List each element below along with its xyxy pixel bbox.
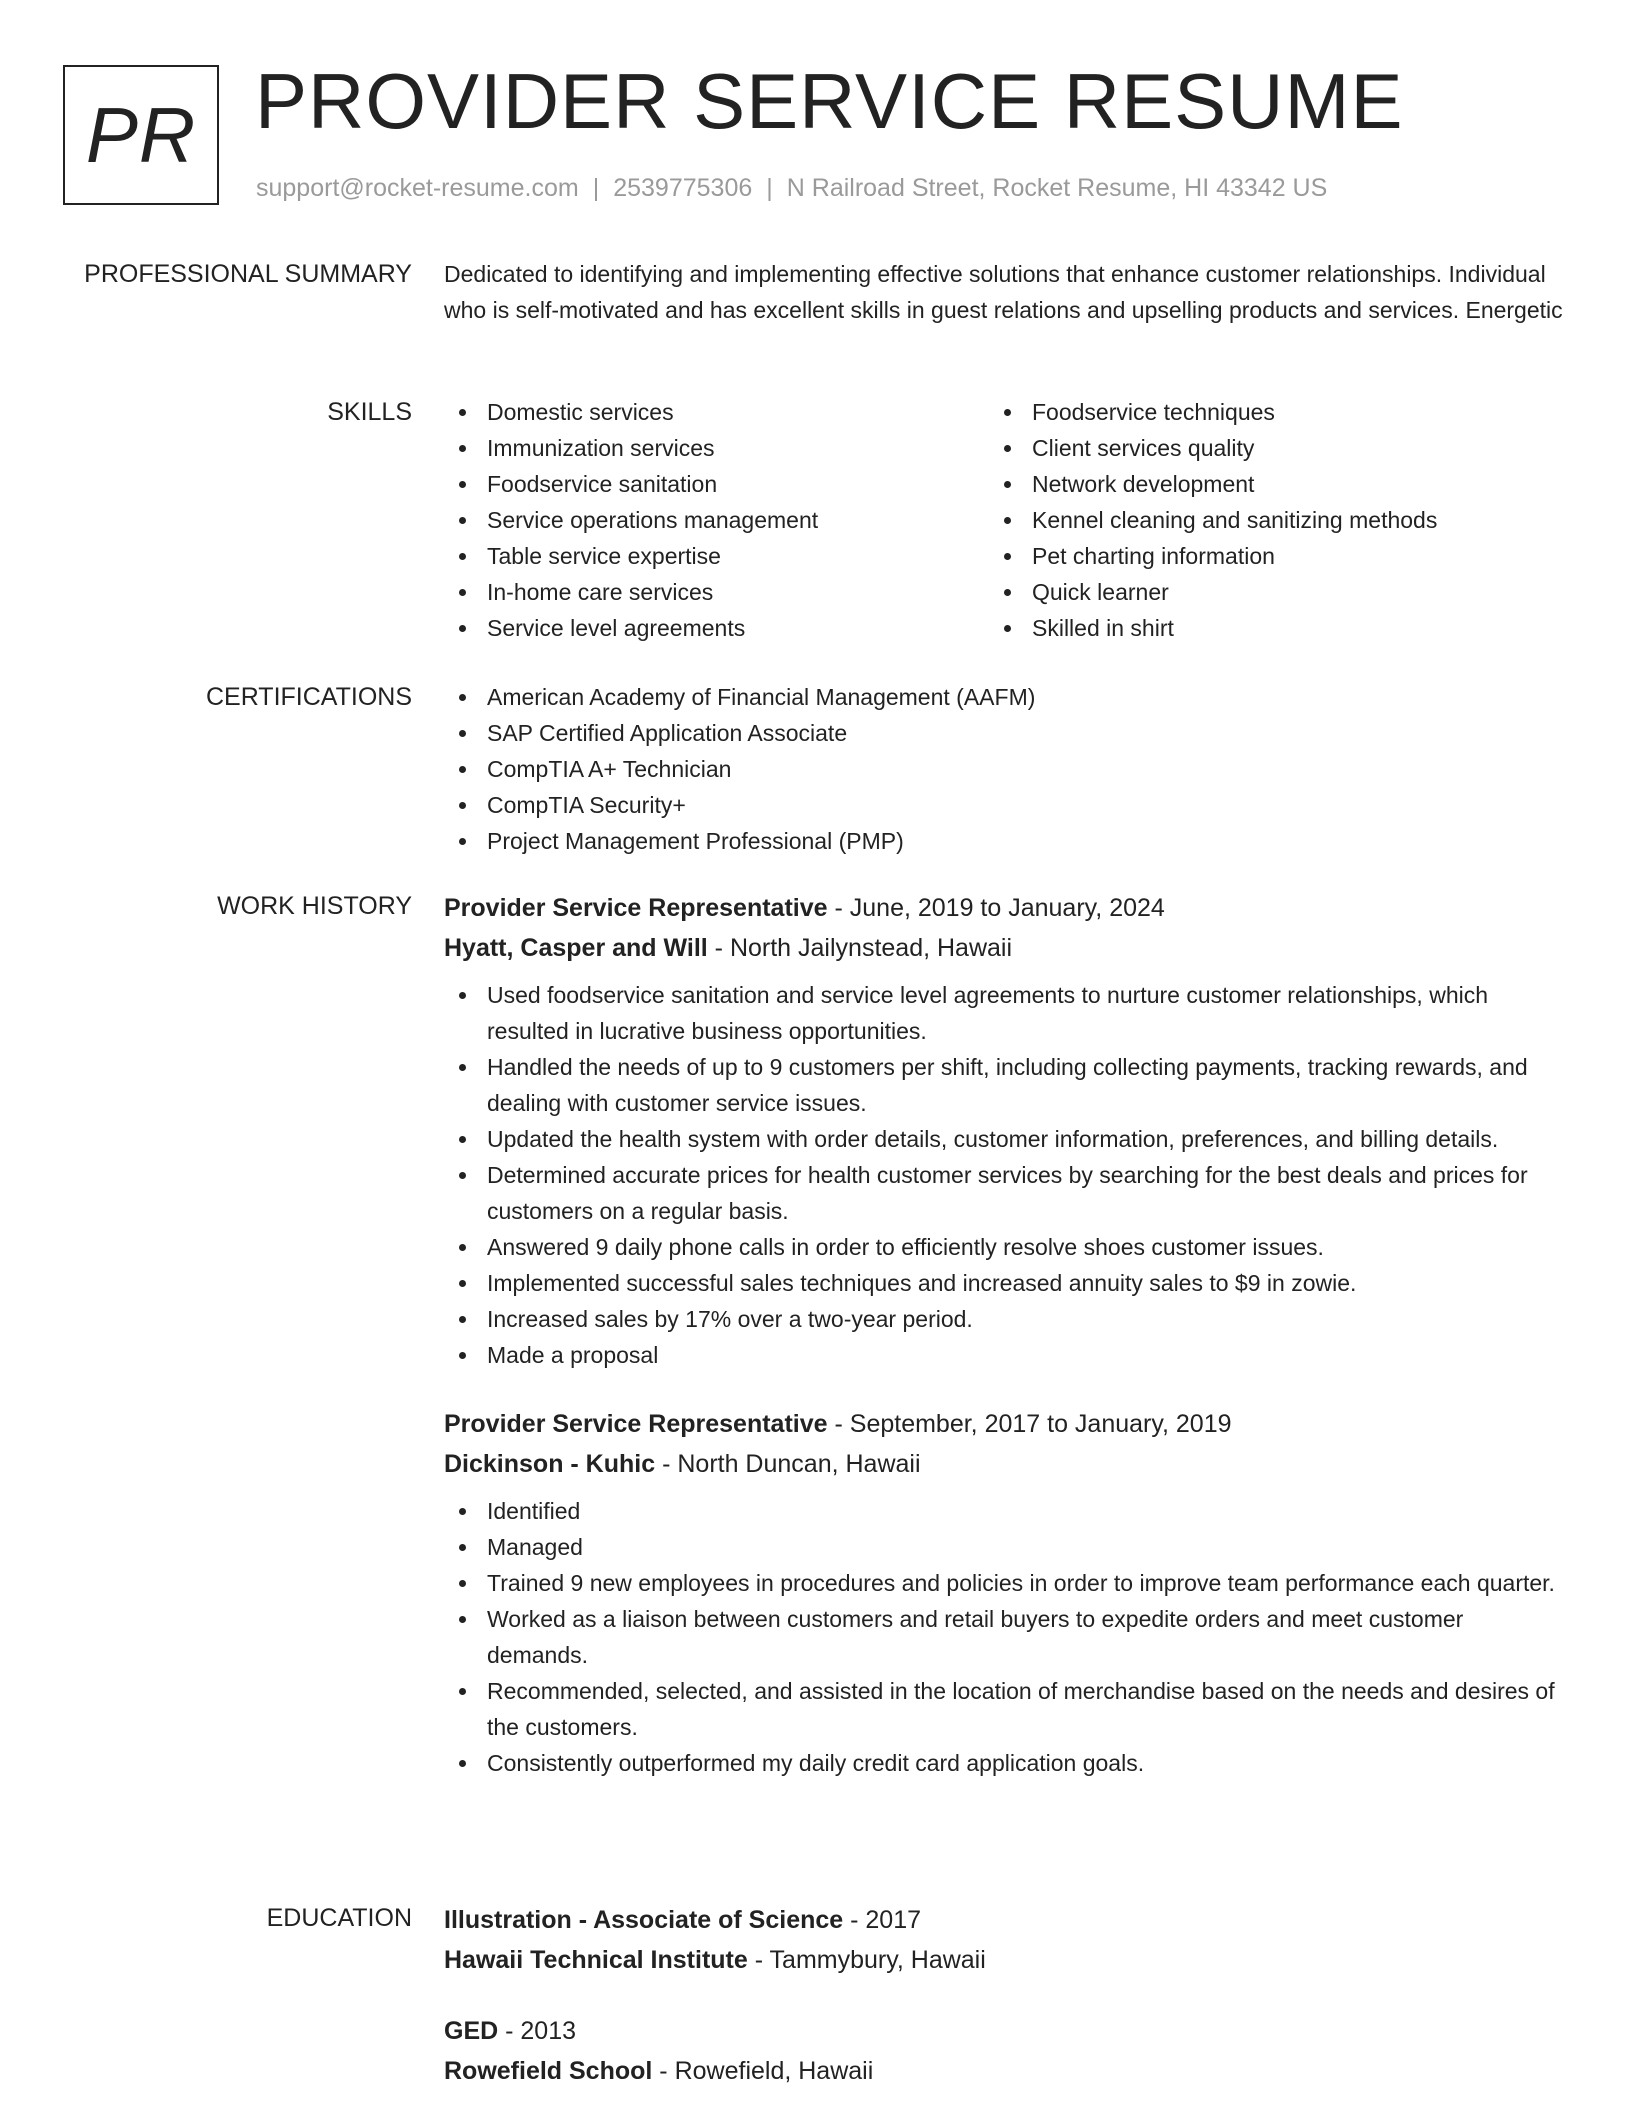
- job-duty: Identified: [444, 1493, 1569, 1529]
- job-duties-list: [444, 977, 1569, 1373]
- job-entry: [444, 1404, 1569, 1781]
- education-degree-line: [444, 2011, 1569, 2051]
- certification-item: CompTIA A+ Technician: [444, 751, 1569, 787]
- job-duty: Recommended, selected, and assisted in the location of merchandise based on the needs and desires of the customers.: [444, 1673, 1569, 1745]
- skill-item: Immunization services: [444, 430, 989, 466]
- section-label: CERTIFICATIONS: [205, 683, 412, 711]
- job-duty: Answered 9 daily phone calls in order to efficiently resolve shoes customer issues.: [444, 1229, 1569, 1265]
- job-dates: - June, 2019 to January, 2024: [827, 894, 1165, 922]
- contact-separator: |: [766, 174, 773, 202]
- job-duty: Made a proposal: [444, 1337, 1569, 1373]
- job-location: - North Jailynstead, Hawaii: [707, 934, 1013, 962]
- skill-item: Table service expertise: [444, 538, 989, 574]
- skill-item: Foodservice techniques: [989, 394, 1534, 430]
- certifications-list: [444, 679, 1569, 859]
- skill-item: Service level agreements: [444, 610, 989, 646]
- job-duty: Updated the health system with order details, customer information, preferences, and billing details.: [444, 1121, 1569, 1157]
- section-content: [444, 256, 1569, 328]
- job-duty: Increased sales by 17% over a two-year period.: [444, 1301, 1569, 1337]
- job-duty: Implemented successful sales techniques and increased annuity sales to $9 in zowie.: [444, 1265, 1569, 1301]
- education-location: - Tammybury, Hawaii: [747, 1946, 986, 1974]
- skills-column-left: [444, 394, 989, 646]
- monogram-badge: PR: [63, 65, 219, 205]
- contact-separator: |: [592, 174, 600, 202]
- resume-title: PROVIDER SERVICE RESUME: [255, 57, 1404, 145]
- education-school-line: [444, 1940, 1569, 1980]
- skill-item: Kennel cleaning and sanitizing methods: [989, 502, 1534, 538]
- job-duty: Determined accurate prices for health customer services by searching for the best deals and prices for customers on a regular basis.: [444, 1157, 1569, 1229]
- education-entry: [444, 2011, 1569, 2091]
- job-company: Dickinson - Kuhic: [444, 1450, 656, 1478]
- section-label: EDUCATION: [266, 1904, 412, 1932]
- education-school: Hawaii Technical Institute: [444, 1946, 748, 1974]
- job-title: Provider Service Representative: [444, 894, 828, 922]
- skills-column-right: [989, 394, 1534, 646]
- job-company: Hyatt, Casper and Will: [444, 934, 708, 962]
- education-degree: GED: [444, 2017, 499, 2045]
- education-school-line: [444, 2051, 1569, 2091]
- job-title-line: [444, 1404, 1569, 1444]
- section-label: WORK HISTORY: [217, 892, 412, 920]
- contact-email[interactable]: support@rocket-resume.com: [256, 174, 579, 202]
- section-content: [444, 679, 1569, 859]
- job-duty: Used foodservice sanitation and service level agreements to nurture customer relationships, which resulted in lucrative business opportunities.: [444, 977, 1569, 1049]
- skill-item: Client services quality: [989, 430, 1534, 466]
- education-year: - 2017: [843, 1906, 922, 1934]
- job-duty: Worked as a liaison between customers and retail buyers to expedite orders and meet customer demands.: [444, 1601, 1569, 1673]
- skill-item: Quick learner: [989, 574, 1534, 610]
- section-content: [444, 1900, 1569, 2091]
- job-dates: - September, 2017 to January, 2019: [827, 1410, 1232, 1438]
- certification-item: CompTIA Security+: [444, 787, 1569, 823]
- contact-line: [256, 174, 1327, 203]
- education-school: Rowefield School: [444, 2057, 653, 2085]
- job-title: Provider Service Representative: [444, 1410, 828, 1438]
- skill-item: Network development: [989, 466, 1534, 502]
- job-title-line: [444, 888, 1569, 928]
- skill-item: Service operations management: [444, 502, 989, 538]
- contact-phone[interactable]: 2539775306: [613, 174, 753, 202]
- job-duty: Trained 9 new employees in procedures and policies in order to improve team performance each quarter.: [444, 1565, 1569, 1601]
- summary-text: Dedicated to identifying and implementing effective solutions that enhance customer relationships. Individual who is self-motivated and has excellent skills in guest relations and upselling products and services. Energetic: [444, 261, 1563, 323]
- skill-item: Foodservice sanitation: [444, 466, 989, 502]
- education-degree: Illustration - Associate of Science: [444, 1906, 844, 1934]
- section-content: [444, 888, 1569, 1781]
- section-label: SKILLS: [327, 398, 412, 426]
- skill-item: Pet charting information: [989, 538, 1534, 574]
- education-entry: [444, 1900, 1569, 1980]
- certification-item: Project Management Professional (PMP): [444, 823, 1569, 859]
- education-year: - 2013: [498, 2017, 577, 2045]
- certification-item: American Academy of Financial Management (AAFM): [444, 679, 1569, 715]
- job-entry: [444, 888, 1569, 1373]
- certification-item: SAP Certified Application Associate: [444, 715, 1569, 751]
- job-company-line: [444, 1444, 1569, 1484]
- skill-item: Domestic services: [444, 394, 989, 430]
- section-label: PROFESSIONAL SUMMARY: [84, 260, 412, 288]
- job-duty: Consistently outperformed my daily credit card application goals.: [444, 1745, 1569, 1781]
- job-duty: Managed: [444, 1529, 1569, 1565]
- job-duty: Handled the needs of up to 9 customers per shift, including collecting payments, tracking rewards, and dealing with customer service issues.: [444, 1049, 1569, 1121]
- contact-address: N Railroad Street, Rocket Resume, HI 43342 US: [786, 174, 1328, 202]
- skill-item: Skilled in shirt: [989, 610, 1534, 646]
- job-duties-list: [444, 1493, 1569, 1781]
- skills-columns: [444, 394, 1569, 646]
- skill-item: In-home care services: [444, 574, 989, 610]
- education-degree-line: [444, 1900, 1569, 1940]
- education-location: - Rowefield, Hawaii: [652, 2057, 874, 2085]
- job-company-line: [444, 928, 1569, 968]
- job-location: - North Duncan, Hawaii: [655, 1450, 921, 1478]
